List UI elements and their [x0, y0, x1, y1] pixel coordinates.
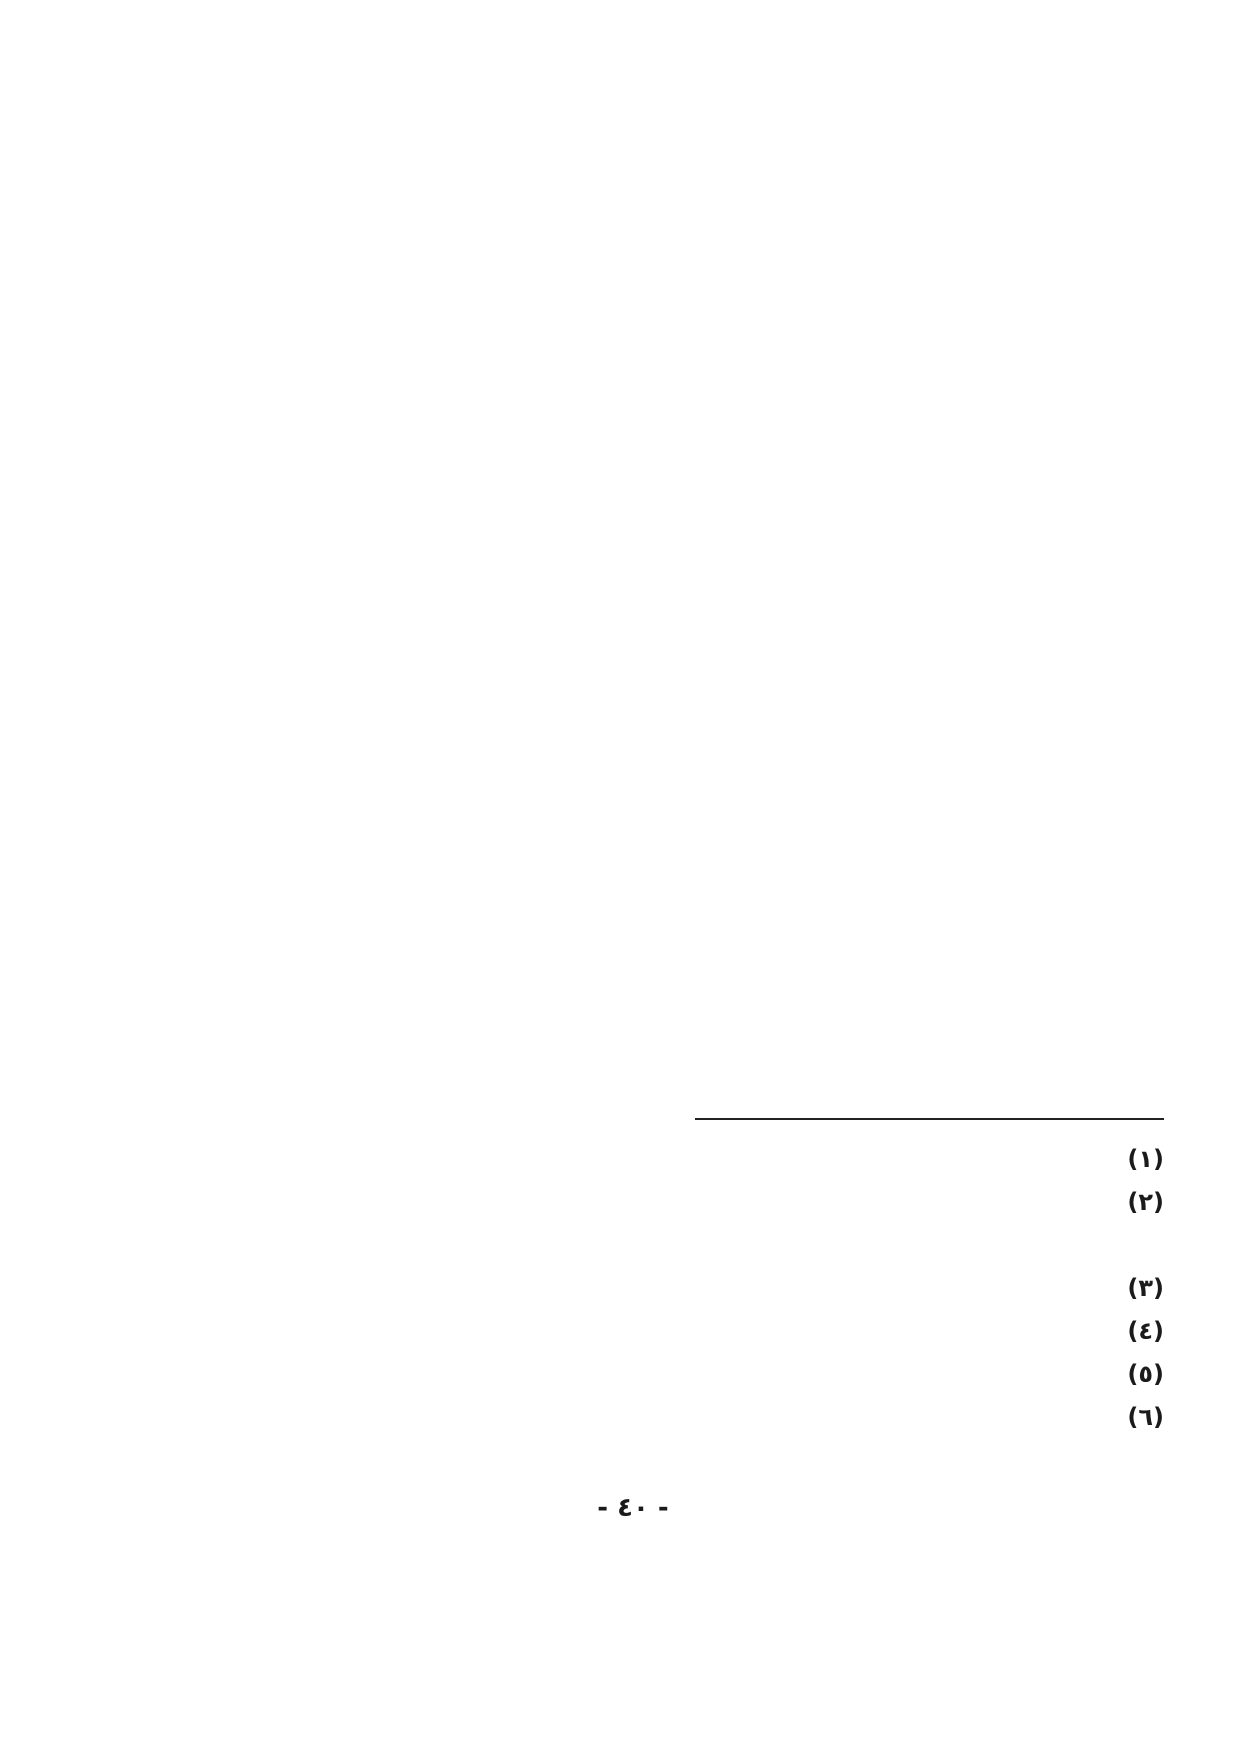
- footnote-marker: (٣): [1127, 1274, 1164, 1302]
- body-line: [243, 294, 1164, 347]
- body-line: [243, 347, 1164, 400]
- footnote-text: [218, 1267, 1118, 1310]
- body-line: [243, 400, 1164, 453]
- body-line: [243, 241, 1164, 294]
- footnote-marker: (٦): [1127, 1403, 1164, 1431]
- footnote-line: [218, 1353, 1118, 1396]
- body-line: [243, 771, 1164, 824]
- footnotes: [218, 1138, 1164, 1439]
- footnote: [218, 1396, 1164, 1439]
- body-line: [243, 506, 1164, 559]
- footnote-marker: (٤): [1127, 1317, 1164, 1345]
- footnote-marker: (٢): [1127, 1188, 1164, 1216]
- footnote-text: [218, 1310, 1118, 1353]
- body-line: [243, 1036, 1164, 1089]
- footnote: [218, 1181, 1164, 1267]
- footnote: [218, 1353, 1164, 1396]
- footnote-line: [218, 1267, 1118, 1310]
- footnote-line: [218, 1396, 1118, 1439]
- body-line: [243, 612, 1164, 665]
- footnote-separator: [695, 1118, 1164, 1120]
- footnote-text: [218, 1181, 1118, 1267]
- footnote-text: [218, 1138, 1118, 1181]
- page-number: - ٤٠ -: [597, 1493, 669, 1523]
- footnote: [218, 1267, 1164, 1310]
- body-line: [243, 665, 1164, 718]
- footnote: [218, 1138, 1164, 1181]
- body-line: [243, 824, 1164, 877]
- footnote-text: [218, 1396, 1118, 1439]
- body-line: [243, 930, 1164, 983]
- main-text: [243, 241, 1164, 1089]
- footnote-line: [218, 1224, 1118, 1267]
- footnote-line: [218, 1310, 1118, 1353]
- footnote-marker: (١): [1127, 1145, 1164, 1173]
- footnote-line: [218, 1138, 1118, 1181]
- footnote-line: [218, 1181, 1118, 1224]
- body-line: [243, 559, 1164, 612]
- footnote-text: [218, 1353, 1118, 1396]
- body-line: [243, 877, 1164, 930]
- body-line: [243, 718, 1164, 771]
- body-line: [243, 983, 1164, 1036]
- footnote: [218, 1310, 1164, 1353]
- footnote-marker: (٥): [1127, 1360, 1164, 1388]
- body-line: [243, 453, 1164, 506]
